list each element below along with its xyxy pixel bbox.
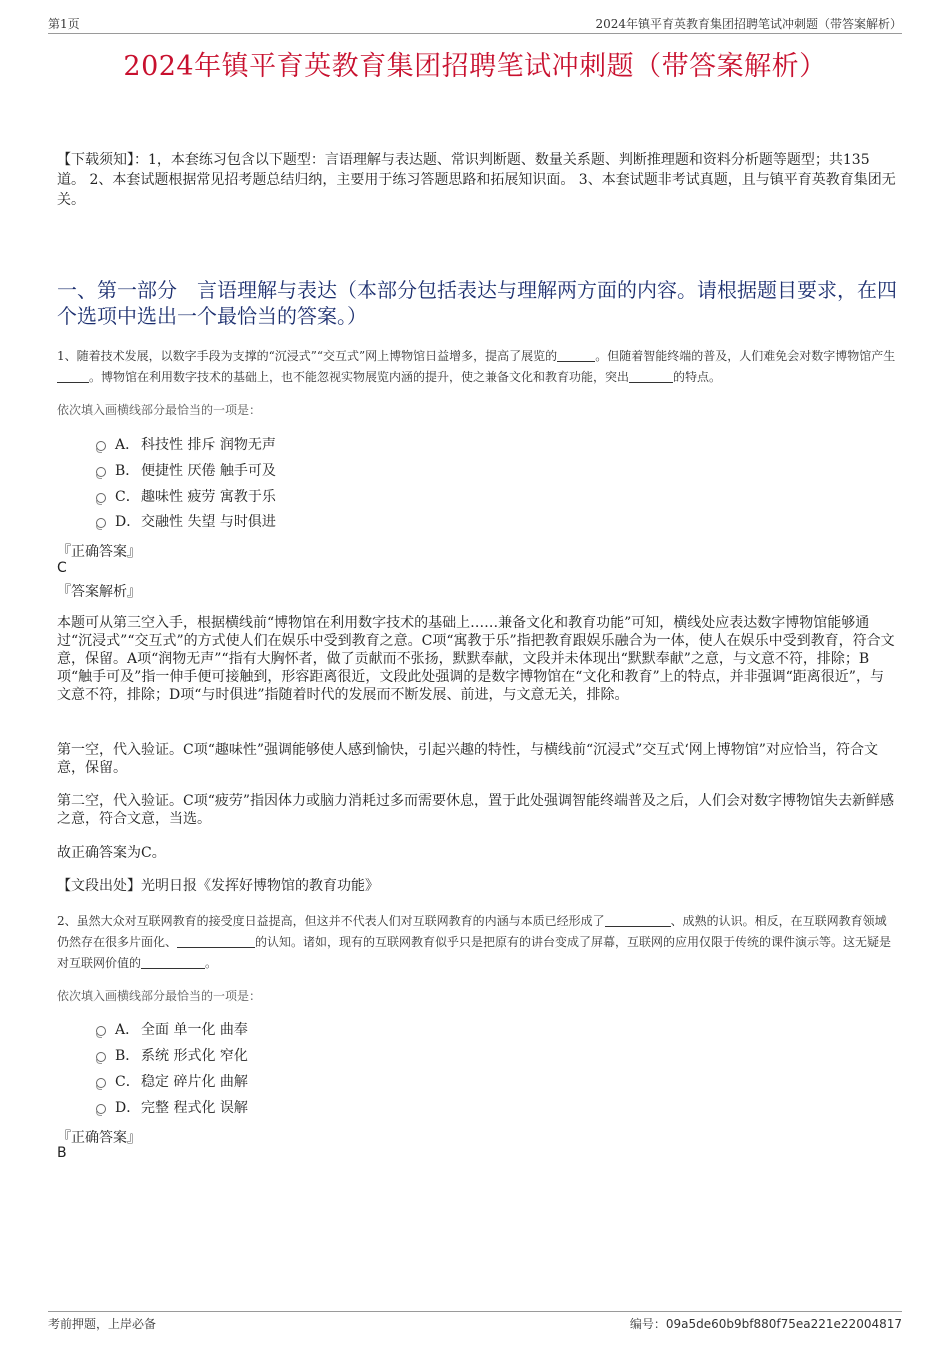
q2-answer-label: 『正确答案』 bbox=[57, 1130, 141, 1146]
q1-analysis-paragraph: 第一空，代入验证。C项“趣味性”强调能够使人感到愉快，引起兴趣的特性，与横线前“沉浸式”交互式‘网上博物馆”对应恰当，符合文意，保留。 bbox=[57, 742, 878, 776]
q1-option-c[interactable]: C．趣味性 疲劳 寓教于乐 bbox=[96, 487, 276, 507]
blank-line bbox=[605, 914, 671, 927]
q2-option-a[interactable]: A． 全面 单一化 曲奉 bbox=[96, 1020, 248, 1040]
q1-answer: C bbox=[57, 560, 67, 576]
download-notice: 【下载须知】：1，本套练习包含以下题型：言语理解与表达题、常识判断题、数量关系题、判断推理题和资料分析题等题型；共135道。 2、本套试题根据常见招考题总结归纳，主要用于练习答题思路和拓展知识面。 3、本套试题非考试真题，且与镇平育英教育集团无关。 bbox=[57, 152, 896, 208]
q1-analysis-paragraph: 本题可从第三空入手，根据横线前“博物馆在利用数字技术的基础上……兼备文化和教育功能”可知，横线处应表达数字博物馆能够通过“沉浸式”“交互式”的方式使人们在娱乐中受到教育之意。C项“寓教于乐”指把教育跟娱乐融合为一体，使人在娱乐中受到教育，符合文意，保留。A项“润物无声”“指有大胸怀者，做了贡献而不张扬，默默奉献，文段并未体现出“默默奉献”之意，与文意不符，排除；B项“触手可及”指一伸手便可接触到，形容距离很近，文段此处强调的是数字博物馆在“文化和教育”上的特点，并非强调“距离很近”，与文意不符，排除；D项“与时俱进”指随着时代的发展而不断发展、前进，与文意无关，排除。 bbox=[57, 615, 895, 703]
page-title: 2024年镇平育英教育集团招聘笔试冲刺题（带答案解析） bbox=[123, 51, 827, 82]
header-doc-title: 2024年镇平育英教育集团招聘笔试冲刺题（带答案解析） bbox=[595, 17, 902, 31]
q1-option-d[interactable]: D．交融性 失望 与时俱进 bbox=[96, 512, 276, 532]
radio-icon[interactable] bbox=[96, 518, 106, 528]
q1-analysis-conclusion: 故正确答案为C。 bbox=[57, 845, 166, 861]
q1-option-b[interactable]: B． 便捷性 厌倦 触手可及 bbox=[96, 461, 276, 481]
question-1-stem: 1、随着技术发展，以数字手段为支撑的“沉浸式”“交互式”网上博物馆日益增多，提高了展览的 。但随着智能终端的普及，人们难免会对数字博物馆产生。博物馆在利用数字技术的基础上，也不能忽视实物展览内涵的提升，使之兼备文化和教育功能，突出 的特点。 bbox=[57, 349, 896, 384]
section-heading: 一、第一部分 言语理解与表达（本部分包括表达与理解两方面的内容。请根据题目要求，在四个选项中选出一个最恰当的答案。） bbox=[57, 278, 897, 328]
q1-source: 【文段出处】光明日报《发挥好博物馆的教育功能》 bbox=[57, 878, 379, 894]
radio-icon[interactable] bbox=[96, 1052, 106, 1062]
q2-option-d[interactable]: D．完整 程式化 误解 bbox=[96, 1098, 248, 1118]
radio-icon[interactable] bbox=[96, 1104, 106, 1114]
radio-icon[interactable] bbox=[96, 467, 106, 477]
question-1-instruction: 依次填入画横线部分最恰当的一项是： bbox=[57, 403, 262, 417]
q1-option-a[interactable]: A． 科技性 排斥 润物无声 bbox=[96, 435, 276, 455]
blank-line bbox=[557, 349, 595, 362]
q2-option-c[interactable]: C．稳定 碎片化 曲解 bbox=[96, 1072, 248, 1092]
page-header bbox=[48, 15, 902, 34]
footer-code: 编号：09a5de60b9bf880f75ea221e22004817 bbox=[629, 1317, 902, 1331]
question-2-stem: 2、虽然大众对互联网教育的接受度日益提高，但这并不代表人们对互联网教育的内涵与本质已经形成了 、成熟的认识。相反，在互联网教育领域仍然存在很多片面化、 的认知。诸如，现有的互联网教育似乎只是把原有的讲台变成了屏幕，互联网的应用仅限于传统的课件演示等。这无疑是对互联网价值的 。 bbox=[57, 914, 892, 970]
radio-icon[interactable] bbox=[96, 441, 106, 451]
blank-line bbox=[629, 370, 673, 383]
q1-analysis-paragraph: 第二空，代入验证。C项“疲劳”指因体力或脑力消耗过多而需要休息，置于此处强调智能终端普及之后，人们会对数字博物馆失去新鲜感之意，符合文意，当选。 bbox=[57, 793, 895, 827]
blank-line bbox=[177, 935, 255, 948]
blank-line bbox=[57, 370, 89, 383]
q1-answer-label: 『正确答案』 bbox=[57, 544, 141, 560]
radio-icon[interactable] bbox=[96, 1026, 106, 1036]
q1-analysis-label: 『答案解析』 bbox=[57, 584, 141, 600]
blank-line bbox=[141, 956, 205, 969]
q2-option-b[interactable]: B． 系统 形式化 窄化 bbox=[96, 1046, 248, 1066]
page-footer bbox=[48, 1311, 902, 1332]
radio-icon[interactable] bbox=[96, 493, 106, 503]
radio-icon[interactable] bbox=[96, 1078, 106, 1088]
q2-answer: B bbox=[57, 1145, 67, 1161]
page-number: 第1页 bbox=[48, 17, 80, 31]
question-2-instruction: 依次填入画横线部分最恰当的一项是： bbox=[57, 989, 262, 1003]
footer-slogan: 考前押题，上岸必备 bbox=[48, 1317, 157, 1331]
